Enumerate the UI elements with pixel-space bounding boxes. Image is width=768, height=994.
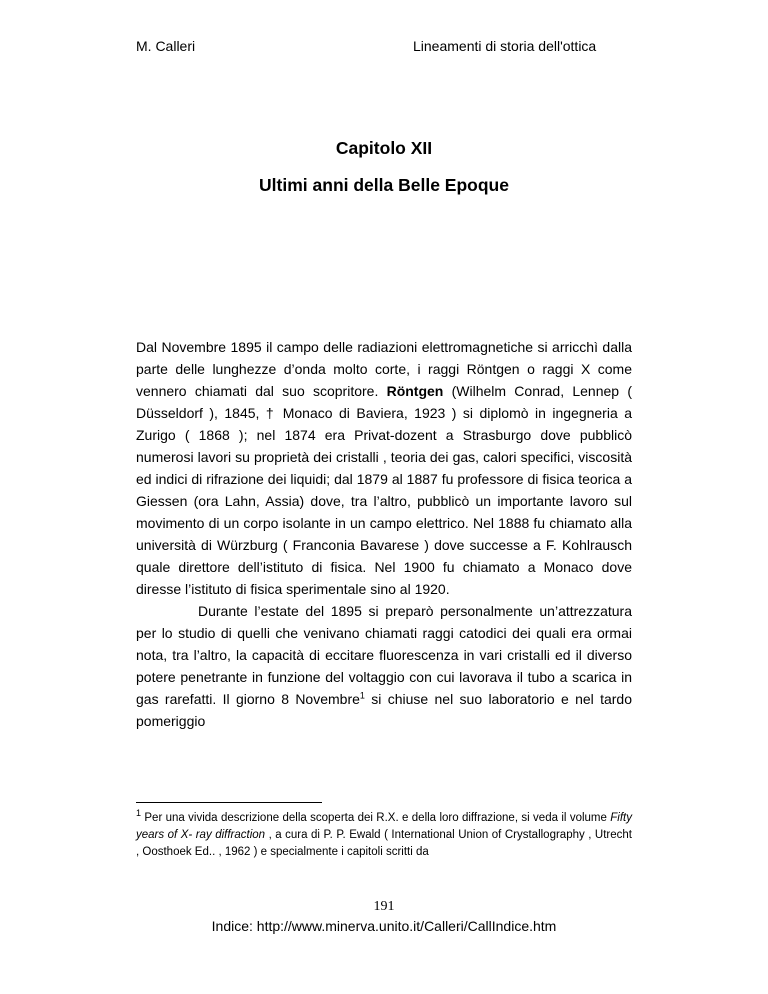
paragraph-1-text-a: Dal Novembre 1895 il campo delle radiazioni elettromagnetiche si arricchì dalla parte delle lunghezze d’onda molto corte, i raggi Röntgen o raggi X come vennero chiamati dal suo scopritore. — [136, 339, 632, 399]
footnote-text-a: Per una vivida descrizione della scoperta dei R.X. e della loro diffrazione, si veda il volume — [141, 812, 611, 824]
roentgen-name: Röntgen — [386, 383, 444, 399]
index-link[interactable]: Indice: http://www.minerva.unito.it/Calleri/CallIndice.htm — [211, 918, 557, 934]
footnote-book-title: Fifty years of X- ray diffraction — [136, 812, 632, 841]
paragraph-1 — [136, 336, 632, 600]
chapter-title: Ultimi anni della Belle Epoque — [259, 175, 509, 195]
body-text — [136, 336, 632, 732]
footnote-marker: 1 — [136, 808, 142, 819]
header-book-title: Lineamenti di storia dell'ottica — [413, 38, 597, 54]
paragraph-1-text-b: (Wilhelm Conrad, Lennep ( Düsseldorf ), 1845, † Monaco di Baviera, 1923 ) si diplomò in ingegneria a Zurigo ( 1868 ); nel 1874 era Privat-dozent a Strasburgo dove pubblicò numerosi lavori su proprietà dei cristalli , teoria dei gas, calori specifici, viscosità ed indici di rifrazione dei liquidi; dal 1879 al 1887 fu professore di fisica teorica a Giessen (ora Lahn, Assia) dove, tra l’altro, pubblicò un importante lavoro sul movimento di un corpo isolante in un campo elettrico. Nel 1888 fu chiamato alla università di Würzburg ( Franconia Bavarese ) dove successe a F. Kohlrausch quale direttore dell’istituto di fisica. Nel 1900 fu chiamato a Monaco dove diresse l’istituto di fisica sperimentale sino al 1920. — [136, 383, 632, 597]
footnote — [136, 810, 632, 861]
chapter-number: Capitolo XII — [335, 138, 433, 158]
header-author: M. Calleri — [136, 38, 196, 54]
footnote-ref[interactable]: 1 — [359, 690, 365, 701]
paragraph-2-text-b: si chiuse nel suo laboratorio e nel tardo pomeriggio — [136, 691, 632, 729]
page-number: 191 — [373, 899, 395, 914]
paragraph-2 — [136, 600, 632, 732]
footnote-text-b: , a cura di P. P. Ewald ( International Union of Crystallography , Utrecht , Oosthoek Ed.. , 1962 ) e specialmente i capitoli scritti da — [136, 829, 633, 858]
footnote-divider — [136, 802, 322, 803]
paragraph-2-text-a: Durante l’estate del 1895 si preparò personalmente un’attrezzatura per lo studio di quelli che venivano chiamati raggi catodici dei quali era ormai nota, tra l’altro, la capacità di eccitare fluorescenza in vari cristalli ed il diverso potere penetrante in funzione del voltaggio con cui lavorava il tubo a scarica in gas rarefatti. Il giorno 8 Novembre — [136, 603, 632, 707]
